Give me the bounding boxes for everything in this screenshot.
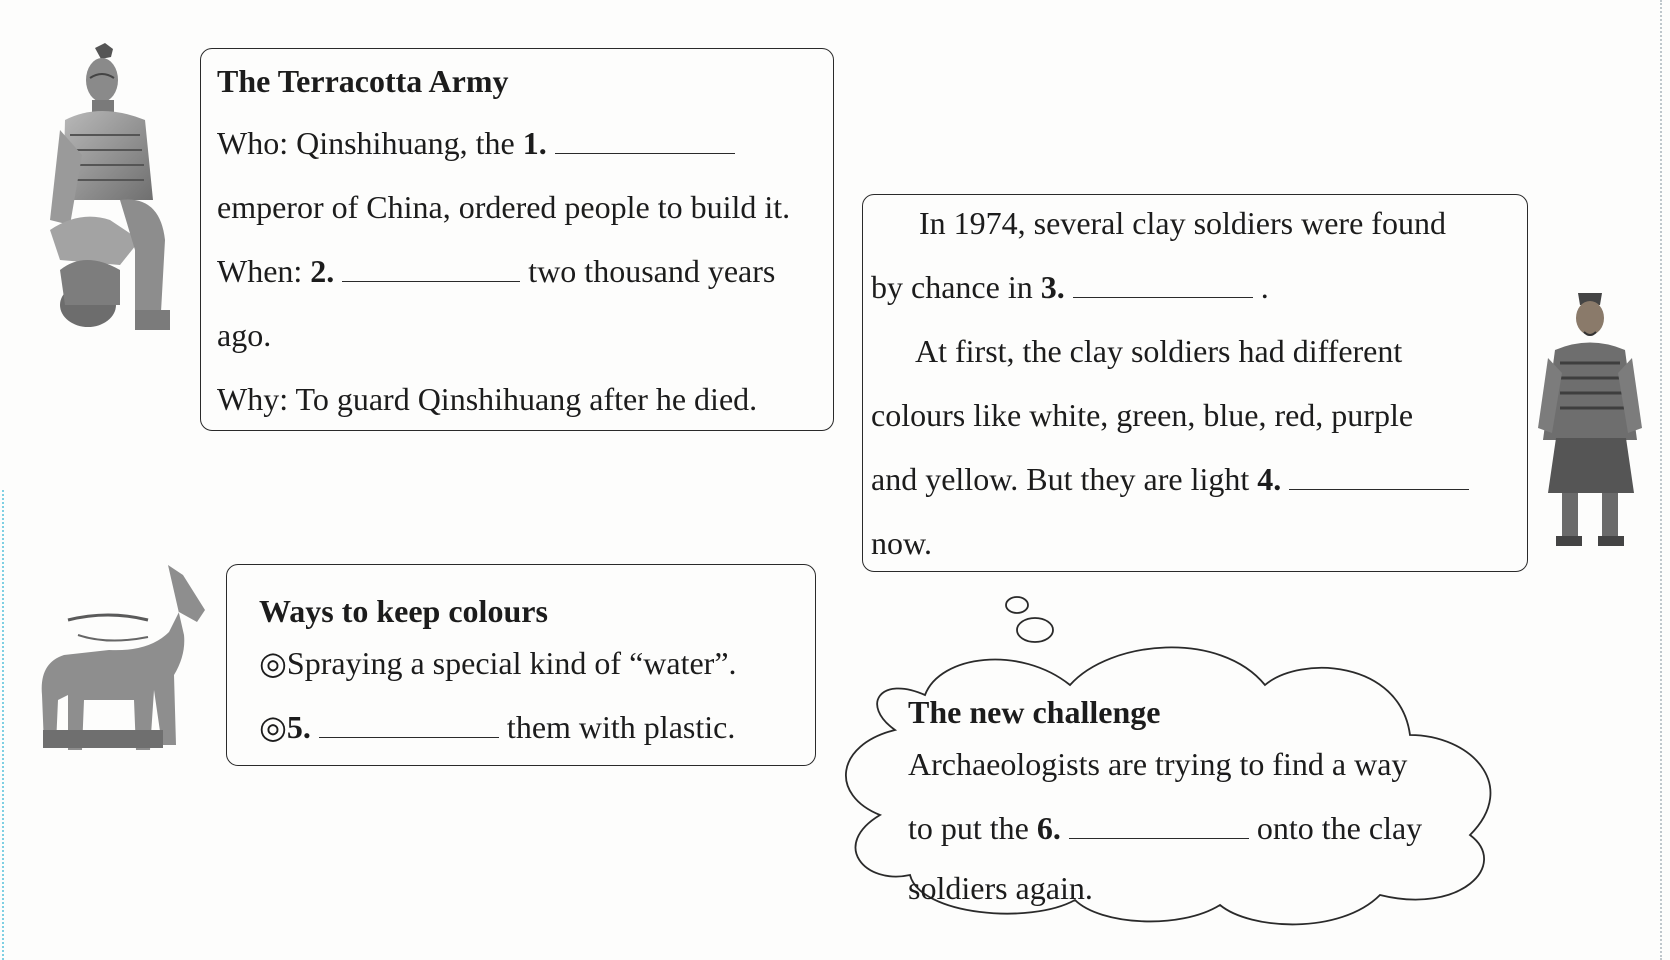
discovery-line-6: now. [871,525,933,561]
page-edge-right [1660,0,1662,960]
discovery-line-5 [871,459,1477,499]
discovery-line-5-pre: and yellow. But they are light [871,461,1258,497]
colours-item-1: ◎Spraying a special kind of “water”. [259,645,737,681]
answer-blank-6[interactable] [1069,810,1249,839]
colours-item-2-post: them with plastic. [506,709,736,745]
blank-number-4: 4. [1257,461,1282,497]
blank-number-3: 3. [1040,269,1065,305]
challenge-line-1: Archaeologists are trying to find a way [908,746,1408,782]
challenge-line-3: soldiers again. [908,870,1093,906]
discovery-line-4: colours like white, green, blue, red, purple [871,397,1414,433]
horse-image [38,560,213,760]
challenge-line-2-pre: to put the [908,810,1037,846]
challenge-line-2-post: onto the clay [1256,810,1423,846]
answer-blank-5[interactable] [319,709,499,738]
blank-number-2: 2. [310,253,335,289]
keep-colours-title: Ways to keep colours [259,593,548,629]
when-label: When: [217,253,311,289]
when-line [217,251,775,291]
who-label: Who: Qinshihuang, the [217,125,523,161]
answer-blank-2[interactable] [342,253,520,282]
who-continuation: emperor of China, ordered people to build it. [217,189,791,225]
when-continuation: ago. [217,317,272,353]
discovery-line-1: In 1974, several clay soldiers were found [919,205,1446,241]
discovery-line-2-post: . [1260,269,1269,305]
who-line [217,123,743,163]
challenge-line-2 [908,808,1422,848]
discovery-line-2 [871,267,1269,307]
blank-number-5: 5. [286,709,311,745]
keep-colours-box [226,564,816,766]
kneeling-warrior-image [40,40,180,340]
when-after: two thousand years [528,253,776,289]
why-line: Why: To guard Qinshihuang after he died. [217,381,758,417]
terracotta-army-box [200,48,834,431]
new-challenge-title: The new challenge [908,694,1161,730]
discovery-box [862,194,1528,572]
blank-number-1: 1. [522,125,547,161]
discovery-line-2-pre: by chance in [871,269,1041,305]
colours-item-2 [259,707,735,747]
answer-blank-4[interactable] [1289,461,1469,490]
circle-bullet-icon: ◎ [259,709,287,745]
terracotta-army-title: The Terracotta Army [217,63,509,99]
answer-blank-1[interactable] [555,125,735,154]
standing-warrior-image [1530,288,1650,558]
answer-blank-3[interactable] [1073,269,1253,298]
discovery-line-3: At first, the clay soldiers had different [915,333,1403,369]
blank-number-6: 6. [1036,810,1061,846]
page-edge-left [2,490,4,960]
